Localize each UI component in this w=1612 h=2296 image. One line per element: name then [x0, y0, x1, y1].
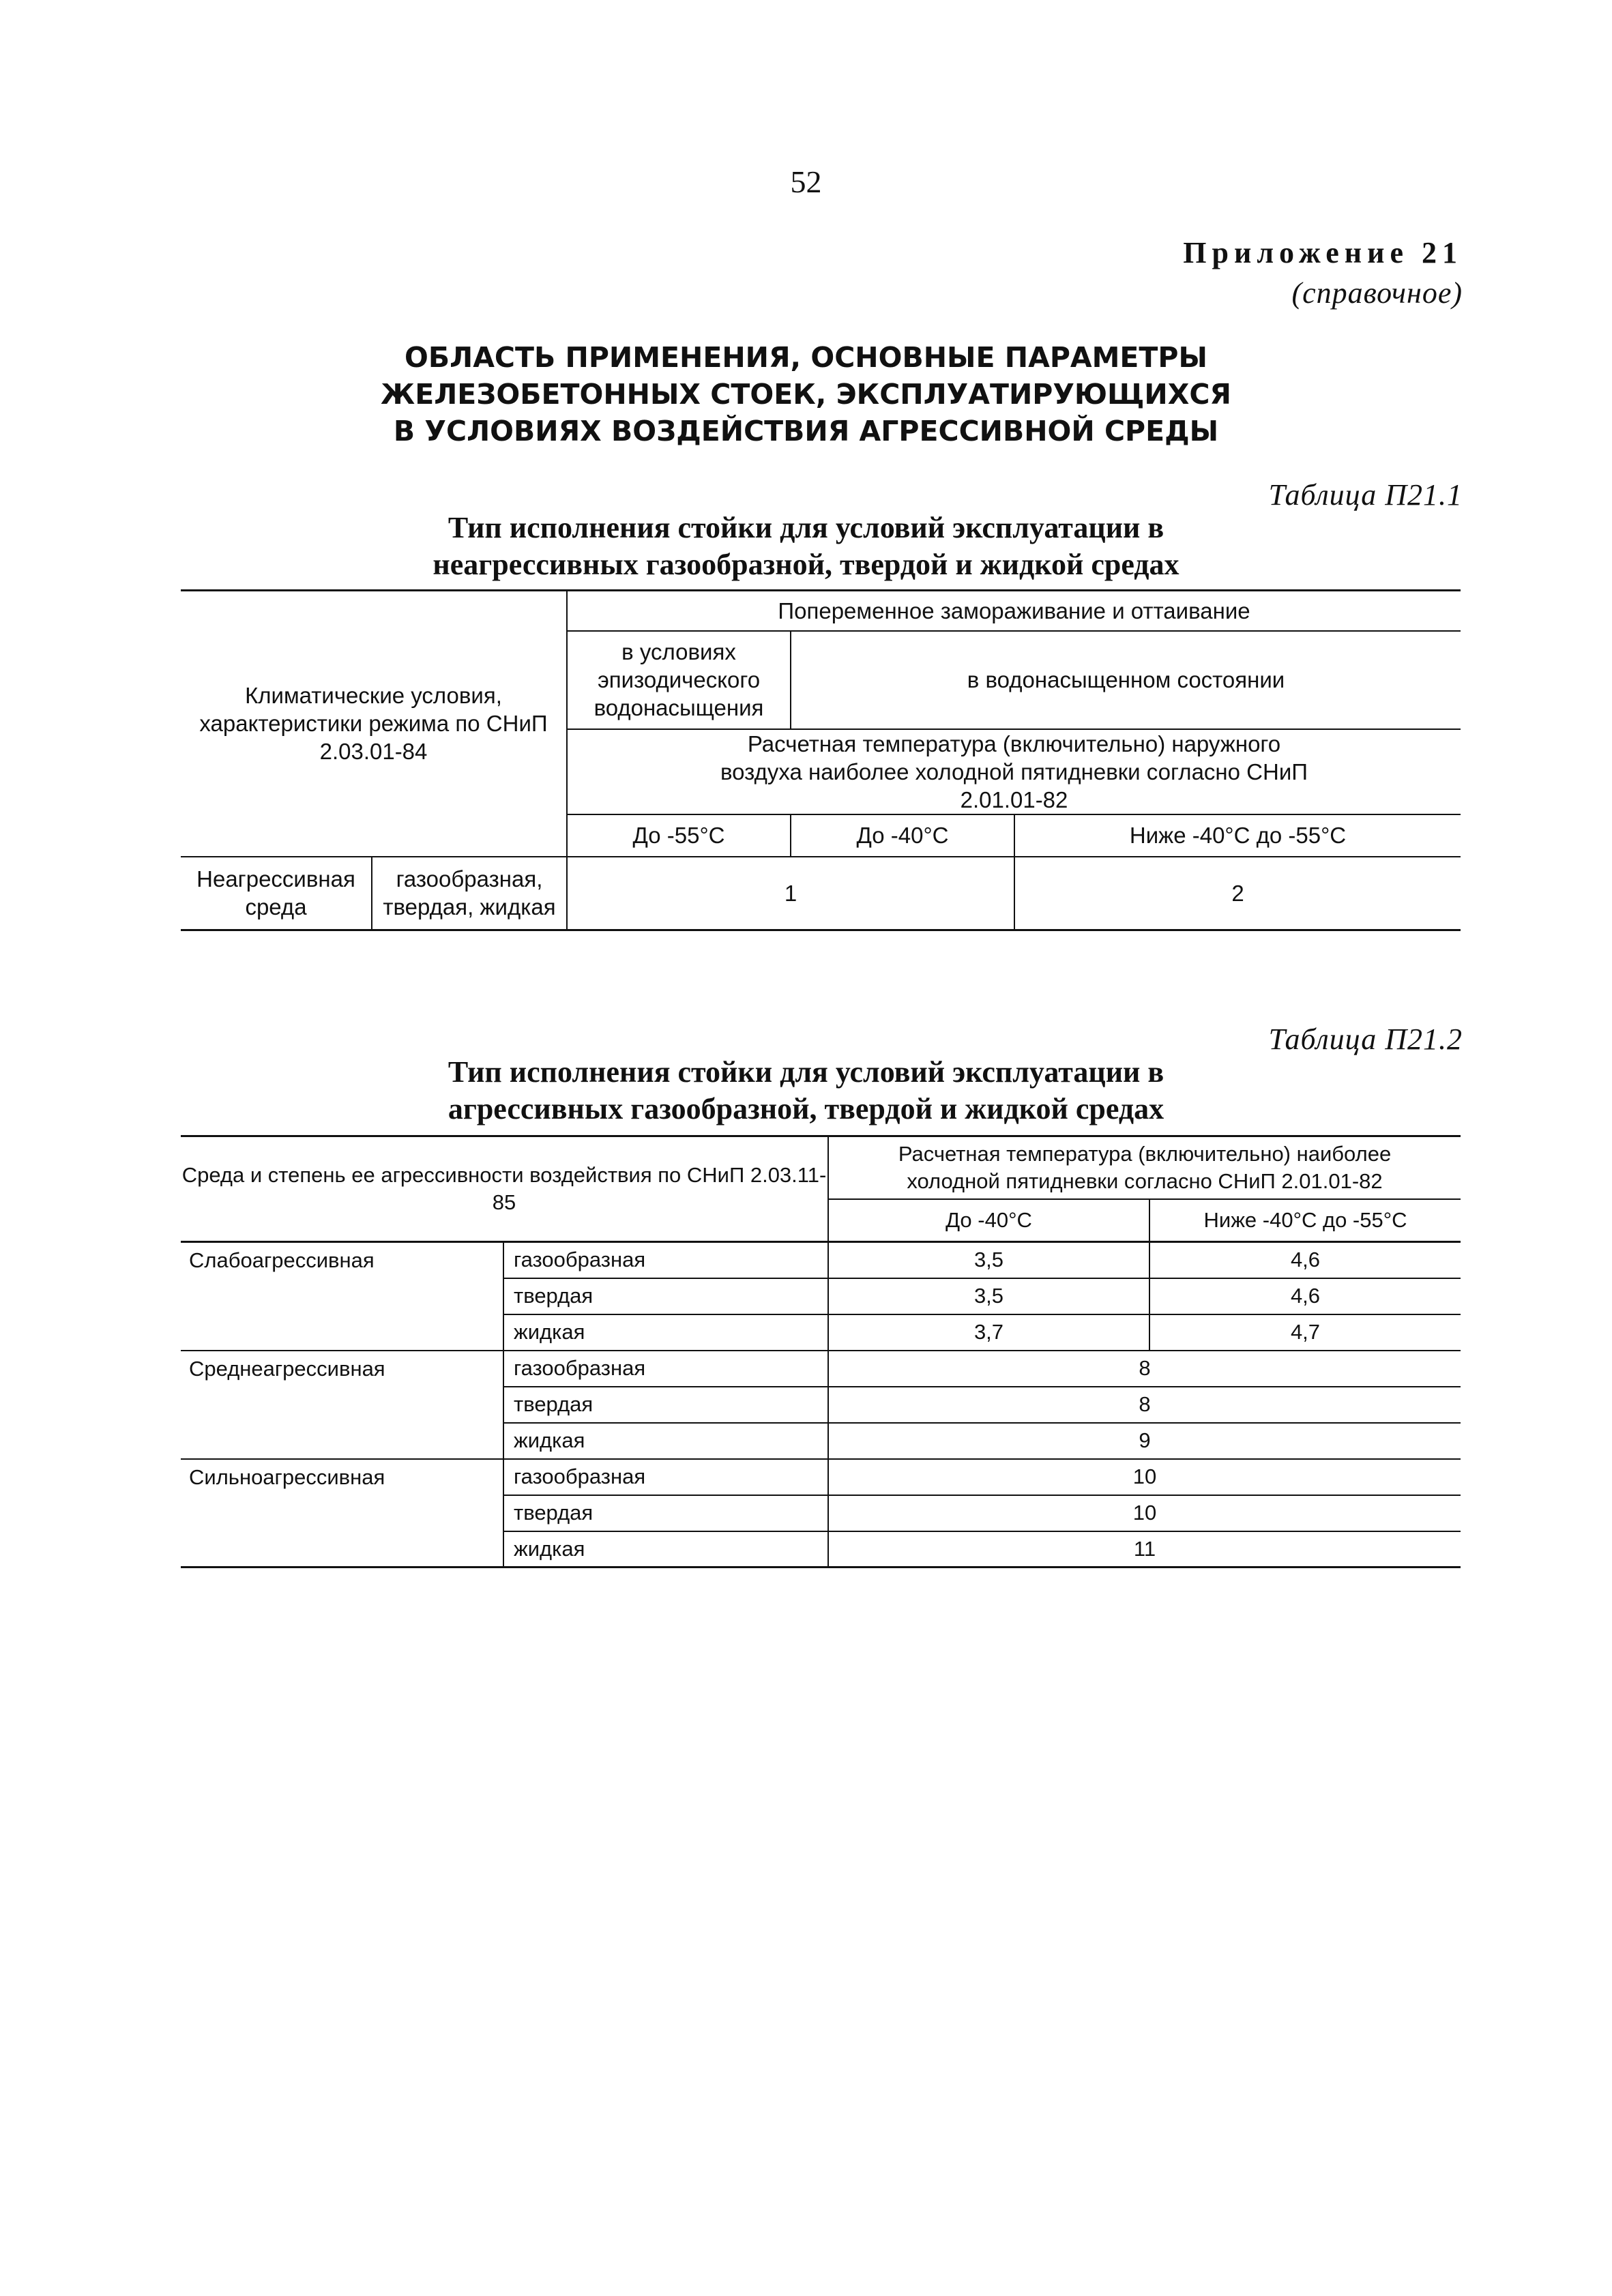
environment-cell: Неагрессивная среда: [181, 857, 372, 930]
phase-cell: жидкая: [503, 1423, 828, 1459]
table1-label: Таблица П21.1: [1268, 478, 1463, 512]
freeze-thaw-header: Попеременное замораживание и оттаивание: [567, 591, 1461, 631]
episodic-header: в условиях эпизодического водонасыщения: [567, 631, 791, 729]
title-line: ОБЛАСТЬ ПРИМЕНЕНИЯ, ОСНОВНЫЕ ПАРАМЕТРЫ: [405, 341, 1207, 374]
appendix-label: Приложение 21: [1183, 236, 1463, 269]
group-cell: Среднеагрессивная: [181, 1351, 503, 1459]
value-cell: 4,6: [1149, 1242, 1461, 1278]
table1-caption: [0, 510, 1612, 583]
value-cell: 3,7: [828, 1314, 1149, 1351]
phase-cell: газообразная: [503, 1242, 828, 1278]
caption-line: Тип исполнения стойки для условий эксплуатации в: [448, 1055, 1164, 1089]
value-cell: 9: [828, 1423, 1461, 1459]
temp-header-1: До -55°С: [567, 814, 791, 857]
value-cell: 8: [828, 1351, 1461, 1387]
group-cell: Слабоагрессивная: [181, 1242, 503, 1351]
table2-label: Таблица П21.2: [1268, 1022, 1463, 1056]
design-temp-header: Расчетная температура (включительно) наружного воздуха наиболее холодной пятидневки согласно СНиП 2.01.01-82: [567, 729, 1461, 814]
value-cell: 3,5: [828, 1278, 1149, 1314]
saturated-header: в водонасыщенном состоянии: [791, 631, 1461, 729]
temp-header-3: Ниже -40°С до -55°С: [1014, 814, 1461, 857]
temp-header-2: До -40°С: [791, 814, 1014, 857]
document-title: [0, 339, 1612, 450]
phase-cell: газообразная: [503, 1351, 828, 1387]
value-cell: 3,5: [828, 1242, 1149, 1278]
phase-cell: газообразная: [503, 1459, 828, 1495]
value-cell: 10: [828, 1459, 1461, 1495]
phase-cell: твердая: [503, 1278, 828, 1314]
temp-header-1: До -40°С: [828, 1199, 1149, 1242]
phase-cell: жидкая: [503, 1314, 828, 1351]
phase-cell: твердая: [503, 1495, 828, 1531]
title-line: В УСЛОВИЯХ ВОЗДЕЙСТВИЯ АГРЕССИВНОЙ СРЕДЫ: [393, 415, 1219, 447]
page-number: 52: [790, 164, 822, 199]
title-line: ЖЕЛЕЗОБЕТОННЫХ СТОЕК, ЭКСПЛУАТИРУЮЩИХСЯ: [381, 378, 1231, 411]
phase-cell: газообразная, твердая, жидкая: [372, 857, 567, 930]
group-cell: Сильноагрессивная: [181, 1459, 503, 1568]
value-cell: 4,6: [1149, 1278, 1461, 1314]
table1: [181, 589, 1461, 931]
table2-caption: [0, 1054, 1612, 1128]
phase-cell: жидкая: [503, 1531, 828, 1568]
value-cell: 8: [828, 1387, 1461, 1423]
appendix-type: (справочное): [1291, 276, 1463, 310]
phase-cell: твердая: [503, 1387, 828, 1423]
value-cell: 1: [567, 857, 1014, 930]
caption-line: неагрессивных газообразной, твердой и жидкой средах: [433, 548, 1179, 581]
climatic-header: Климатические условия, характеристики режима по СНиП 2.03.01-84: [181, 591, 567, 857]
value-cell: 4,7: [1149, 1314, 1461, 1351]
table2: [181, 1135, 1461, 1568]
design-temp-header: Расчетная температура (включительно) наиболее холодной пятидневки согласно СНиП 2.01.01-82: [828, 1136, 1461, 1199]
value-cell: 11: [828, 1531, 1461, 1568]
temp-header-2: Ниже -40°С до -55°С: [1149, 1199, 1461, 1242]
caption-line: агрессивных газообразной, твердой и жидкой средах: [448, 1092, 1164, 1125]
value-cell: 10: [828, 1495, 1461, 1531]
value-cell: 2: [1014, 857, 1461, 930]
caption-line: Тип исполнения стойки для условий эксплуатации в: [448, 511, 1164, 544]
environment-header: Среда и степень ее агрессивности воздействия по СНиП 2.03.11-85: [181, 1136, 828, 1242]
